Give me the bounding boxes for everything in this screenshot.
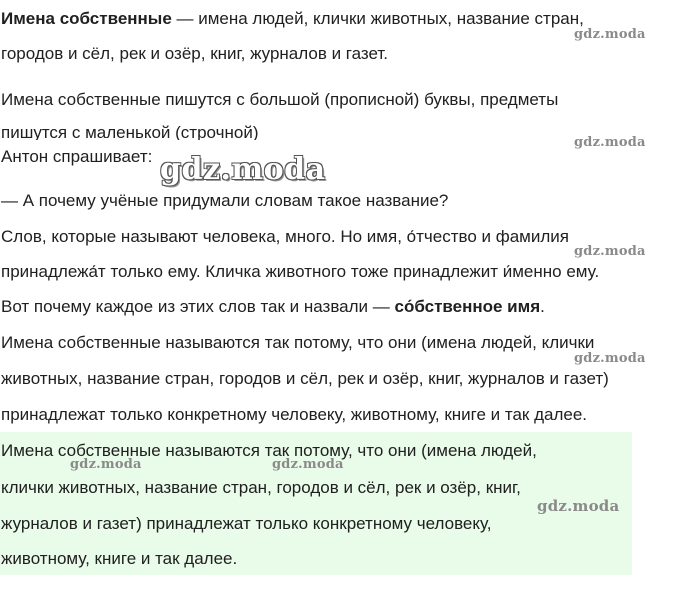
watermark: gdz.moda <box>574 27 646 42</box>
watermark: gdz.moda <box>574 244 646 259</box>
intro-rest: — имена людей, клички животных, название стран, <box>171 9 584 28</box>
explanation-line-3: принадлежат только конкретному человеку, животному, книге и так далее. <box>1 405 588 424</box>
answer3-suffix: . <box>540 297 545 316</box>
watermark: gdz.moda <box>70 457 142 472</box>
rule-line-2: пишутся с маленькой (строчной) <box>1 124 259 140</box>
watermark: gdz.moda <box>574 135 646 150</box>
question-line: — А почему учёные придумали словам такое название? <box>1 191 449 210</box>
answer-box-line-2: клички животных, название стран, городов и сёл, рек и озёр, книг, <box>1 478 521 497</box>
answer3-prefix: Вот почему каждое из этих слов так и назвали — <box>1 297 395 316</box>
intro-line-1 <box>1 8 584 30</box>
rule-line-2-clipped <box>1 124 381 140</box>
watermark: gdz.moda <box>272 457 344 472</box>
answer-line-2: принадлежа́т только ему. Кличка животного тоже принадлежит и́менно ему. <box>1 262 600 281</box>
answer-box-line-3: журналов и газет) принадлежат только конкретному человеку, <box>1 514 492 533</box>
explanation-line-2: животных, название стран, городов и сёл, рек и озёр, книг, журналов и газет) <box>1 369 609 388</box>
explanation-line-1: Имена собственные называются так потому, что они (имена людей, клички <box>1 333 595 352</box>
watermark: gdz.moda <box>574 351 646 366</box>
anton-line: Антон спрашивает: <box>1 147 153 166</box>
rule-line-1: Имена собственные пишутся с большой (прописной) буквы, предметы <box>1 90 559 109</box>
watermark-large: gdz.moda <box>160 152 326 187</box>
intro-line-2: городов и сёл, рек и озёр, книг, журналов и газет. <box>1 44 388 63</box>
watermark: gdz.moda <box>537 497 620 515</box>
answer-box-line-1: Имена собственные называются так потому, что они (имена людей, <box>1 441 537 460</box>
answer-line-1: Слов, которые называют человека, много. Но имя, о́тчество и фамилия <box>1 227 569 246</box>
term-bold: Имена собственные <box>1 9 172 28</box>
answer3-bold: со́бственное имя <box>394 297 541 316</box>
answer-line-3 <box>1 296 545 318</box>
answer-box-line-4: животному, книге и так далее. <box>1 549 238 568</box>
